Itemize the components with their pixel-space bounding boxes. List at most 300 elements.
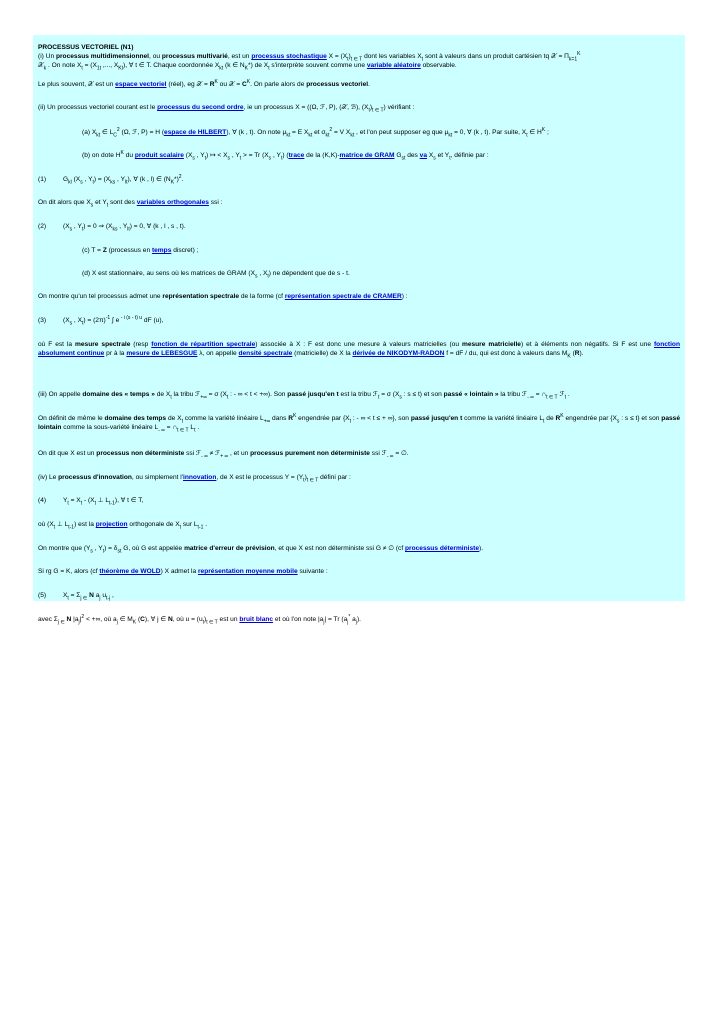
equation-body [63, 175, 183, 184]
glossary-link[interactable]: projection [95, 521, 128, 528]
text-run: s'interprète souvent comme une [269, 62, 367, 69]
text-run: X [63, 592, 68, 599]
paragraph [38, 80, 680, 89]
text-run: ∈ M [117, 616, 133, 623]
subscript: t [421, 56, 424, 63]
text-run: de X [154, 391, 171, 398]
equation-number: (1) [38, 176, 47, 183]
text-run: ) = (2π) [83, 317, 106, 324]
text-run: suivante : [297, 568, 328, 575]
subscript: t [347, 56, 349, 63]
glossary-link[interactable]: variables orthogonales [136, 199, 209, 206]
subscript: kt [308, 132, 313, 139]
text-run: comme la variété linéaire L [182, 415, 264, 422]
subscript: kt [350, 132, 355, 139]
text-run: , où u = (u [172, 616, 203, 623]
bold-term: Z [102, 247, 107, 254]
subscript: t [53, 524, 56, 531]
text-run: et où l'on note |a [273, 616, 324, 623]
text-run: L [188, 424, 195, 431]
bold-term: mesure spectrale [75, 341, 131, 348]
subscript: t ∈ T [306, 477, 319, 484]
bold-term: processus vectoriel [306, 81, 369, 88]
glossary-link[interactable]: produit scalaire [134, 152, 184, 159]
paragraph [38, 198, 680, 207]
text-run: ≠ ℱ [207, 450, 221, 457]
superscript: K [292, 412, 297, 419]
glossary-link[interactable]: bruit blanc [239, 616, 274, 623]
text-run: (ii) Un processus vectoriel courant est le [38, 104, 158, 111]
text-run: ). [356, 616, 361, 623]
text-run: (X [63, 223, 70, 230]
text-run: . On note X [46, 62, 82, 69]
subscript: k [43, 65, 47, 72]
text-run: ), ∀ (k , t). On note μ [226, 129, 287, 136]
subscript: kt [219, 65, 224, 72]
glossary-link[interactable]: représentation moyenne mobile [197, 568, 298, 575]
bold-term: N [66, 616, 72, 623]
text-run: , Y [82, 176, 93, 183]
text-run: . [195, 424, 200, 431]
subscript: t [303, 477, 305, 484]
paragraph [38, 567, 680, 576]
text-run: (a) X [82, 129, 97, 136]
text-run: des [405, 152, 420, 159]
text-run: < +∞, où a [84, 616, 117, 623]
glossary-link[interactable]: processus déterministe [405, 545, 480, 552]
text-run: , Y [72, 223, 82, 230]
subscript: s [616, 418, 620, 425]
subscript: st [401, 155, 406, 162]
glossary-link[interactable]: variable aléatoire [366, 62, 421, 69]
text-run: On montre que (Y [38, 545, 91, 552]
bold-term: passé lointain [38, 415, 680, 431]
document-title: PROCESSUS VECTORIEL (N1) [38, 44, 134, 51]
subscript: t ∈ T [177, 427, 189, 434]
text-run: ∈ L [100, 129, 114, 136]
subscript: t [349, 418, 351, 425]
text-run: = ∩ [533, 391, 547, 398]
subscript: j [99, 595, 101, 602]
text-run: : - ∞ < t < +∞). Son [228, 391, 288, 398]
text-run: où F est la [38, 341, 76, 348]
text-run: (i) Un [38, 53, 56, 60]
subscript: kt [96, 132, 101, 139]
text-run: (b) on dote H [82, 152, 121, 159]
subscript: t [81, 65, 83, 72]
text-run: , Y [271, 152, 281, 159]
subscript: t [267, 273, 269, 280]
equation-row [38, 591, 680, 600]
text-run: G [63, 176, 69, 183]
subscript: j [323, 619, 325, 626]
bold-term: R [555, 415, 561, 422]
glossary-link[interactable]: espace de HILBERT [164, 129, 227, 136]
paragraph [60, 151, 680, 160]
text-run: G [394, 152, 402, 159]
subscript: t [204, 155, 207, 162]
glossary-link[interactable]: trace [288, 152, 305, 159]
subscript: C [113, 132, 117, 139]
text-run: *) de X [248, 62, 269, 69]
bold-term: processus purement non déterministe [250, 450, 370, 457]
text-run: ) [348, 53, 351, 60]
bold-term: passé jusqu'en t [410, 415, 463, 422]
text-run: | = Tr (a [324, 616, 348, 623]
text-run: On montre qu'un tel processus admet une [38, 293, 163, 300]
subscript: t [377, 394, 380, 401]
text-run: Si rg G = K, alors (cf [38, 568, 100, 575]
glossary-link[interactable]: processus stochastique [251, 53, 327, 60]
bold-term: passé jusqu'en t [287, 391, 339, 398]
subscript: ks [110, 179, 116, 186]
text-run: - (X [82, 497, 95, 504]
text-run: où (X [38, 521, 54, 528]
text-run: , Y [230, 152, 240, 159]
bold-term: processus multidimensionnel [55, 53, 150, 60]
subscript: t [181, 418, 183, 425]
bold-term: R [288, 415, 293, 422]
subscript: +∞ [263, 418, 271, 425]
text-run: 𝒳 [38, 62, 44, 69]
subscript: t [67, 500, 69, 507]
paragraph [38, 390, 680, 399]
subscript: t [92, 179, 94, 186]
subscript: t ∈ T [206, 619, 218, 626]
superscript: K [246, 78, 251, 85]
text-run: engendrée par {X [296, 415, 350, 422]
text-run: ) [304, 474, 307, 481]
bold-term: processus non déterministe [96, 450, 185, 457]
subscript: t [268, 65, 270, 72]
superscript: K [214, 78, 218, 85]
text-run: , et un [228, 450, 251, 457]
text-run: comme la variété linéaire L [462, 415, 544, 422]
subscript: t-1 [68, 524, 75, 531]
paragraph [38, 340, 680, 358]
superscript: * [348, 613, 351, 620]
text-run: ) ↦ < X [206, 152, 228, 159]
text-run: (k ∈ N [223, 62, 245, 69]
subscript: - ∞ [158, 427, 165, 434]
text-run: ) est la [74, 521, 96, 528]
text-run: ) [369, 104, 373, 111]
glossary-link[interactable]: mesure de LEBESGUE [126, 350, 198, 357]
text-run: ). [479, 545, 484, 552]
text-run: G, où G est appelée [121, 545, 185, 552]
superscript: 2 [81, 613, 85, 620]
glossary-link[interactable]: théorème de WOLD [99, 568, 161, 575]
text-run: défini par : [318, 474, 351, 481]
equation-row [38, 316, 680, 325]
text-run: sur L [181, 521, 198, 528]
text-run: (c) T = [82, 247, 103, 254]
equation-body [63, 316, 163, 325]
text-run: . [203, 521, 208, 528]
subscript: t-1 [109, 500, 115, 507]
bold-term: processus d'innovation [58, 474, 132, 481]
subscript: t [81, 226, 84, 233]
subscript: s [433, 155, 436, 162]
subscript: k=1 [568, 56, 578, 63]
text-run: , ou [149, 53, 162, 60]
glossary-link[interactable]: fonction absolument continue [38, 341, 680, 357]
subscript: s [69, 226, 73, 233]
text-run: ), ∀ j ∈ [144, 616, 168, 623]
text-run: ), ∀ t ∈ T. Chaque coordonnée X [123, 62, 220, 69]
subscript: +∞ [200, 394, 207, 401]
glossary-link[interactable]: densité spectrale [238, 350, 293, 357]
glossary-link[interactable]: représentation spectrale de CRAMER [284, 293, 402, 300]
text-run: observable. [420, 62, 457, 69]
glossary-link[interactable]: temps [151, 247, 172, 254]
subscript: s [399, 394, 402, 401]
text-run: . [368, 81, 370, 88]
paragraph [38, 473, 680, 482]
subscript: s [90, 548, 93, 555]
glossary-link[interactable]: va [419, 152, 427, 159]
text-run: f = dF / du, qui est donc à valeurs dans M [444, 350, 568, 357]
subscript: kt [325, 132, 330, 139]
text-run: On dit que X est un [38, 450, 97, 457]
subscript: j ∈ [57, 619, 65, 626]
bold-term: R [574, 350, 580, 357]
subscript: lt [124, 179, 128, 186]
subscript: t [194, 427, 196, 434]
subscript: t [94, 500, 96, 507]
text-run: , X [72, 317, 82, 324]
text-run: est la tribu ℱ [338, 391, 378, 398]
text-run: ssi ℱ [369, 450, 387, 457]
superscript: - i (s - t) u [119, 314, 143, 321]
equation-row [38, 222, 680, 231]
bold-term: N [167, 616, 173, 623]
glossary-link[interactable]: fonction de répartition spectrale [151, 341, 256, 348]
superscript: 2 [116, 126, 120, 133]
equation-number: (5) [38, 592, 47, 599]
text-run: (processus en [106, 247, 152, 254]
text-run: ou 𝒳 = [217, 81, 243, 88]
text-run: ) ne dépendent que de s - t. [268, 270, 350, 277]
superscript: K [541, 126, 546, 133]
subscript: t [564, 394, 567, 401]
text-run: λ, on appelle [197, 350, 239, 357]
text-run: ) = 0 ⇒ (X [83, 223, 113, 230]
text-run: ,..., X [101, 62, 119, 69]
bold-term: C [242, 81, 247, 88]
text-run: ) = δ [104, 545, 118, 552]
text-run: = (X [82, 62, 97, 69]
text-run: = σ (X [379, 391, 400, 398]
text-run: (X [63, 317, 70, 324]
text-run: discret) ; [171, 247, 199, 254]
text-run: , est un [227, 53, 252, 60]
subscript: t ∈ T [372, 107, 384, 114]
text-run: = ∅. [393, 450, 409, 457]
equation-number: (4) [38, 497, 47, 504]
text-run: la tribu ℱ [171, 391, 201, 398]
subscript: s [80, 179, 83, 186]
text-run: avec Σ [38, 616, 58, 623]
text-run: X [427, 152, 434, 159]
subscript: t [239, 155, 242, 162]
subscript: t [179, 524, 182, 531]
text-run: ) [204, 616, 207, 623]
text-run: , Y [115, 176, 125, 183]
text-run: : - ∞ < t ≤ + ∞}, son [350, 415, 411, 422]
subscript: s [69, 320, 73, 327]
text-run: et Y [93, 199, 107, 206]
text-run: u [100, 592, 106, 599]
text-run: a [93, 592, 100, 599]
bold-term: R [209, 81, 215, 88]
equation-body [63, 496, 143, 505]
text-run: = 0, ∀ (k , t). Par suite, X [452, 129, 527, 136]
subscript: j [355, 619, 357, 626]
text-run: ⊥ L [95, 497, 110, 504]
glossary-link[interactable]: processus du second ordre [157, 104, 244, 111]
glossary-link[interactable]: innovation [183, 474, 217, 481]
subscript: t [449, 155, 451, 162]
paragraph [38, 292, 680, 301]
paragraph [38, 449, 680, 458]
text-run: de la forme (cf [239, 293, 285, 300]
text-run: (matricielle) de X la [292, 350, 353, 357]
subscript: - ∞ [201, 453, 208, 460]
subscript: K [244, 65, 249, 72]
subscript: + ∞ [220, 453, 229, 460]
glossary-link[interactable]: dérivée de NIKODYM-RADON [352, 350, 445, 357]
text-run: = X [68, 497, 81, 504]
text-run: , et que X est non déterministe ssi G ≠ ∅ (cf [274, 545, 405, 552]
text-run: ), ∀ t ∈ T, [114, 497, 144, 504]
text-run: de [544, 415, 556, 422]
text-run: ) ( [282, 152, 289, 159]
text-run: = Σ [68, 592, 81, 599]
subscript: t [106, 202, 109, 209]
subscript: j [78, 619, 80, 626]
text-run: ) vérifiant : [383, 104, 415, 111]
subscript: K [567, 353, 571, 360]
subscript: t [67, 595, 69, 602]
subscript: s [254, 273, 258, 280]
text-run: ) associée à X : F est donc une mesure à valeurs matricielles (ou [255, 341, 462, 348]
subscript: s [268, 155, 272, 162]
text-run: comme la sous-variété linéaire L [61, 424, 159, 431]
text-run: ), ∀ (k , l) ∈ (N [127, 176, 171, 183]
text-run: ssi : [208, 199, 223, 206]
text-run: ∈ H [527, 129, 542, 136]
text-run: sont des [108, 199, 137, 206]
text-run: ssi ℱ [184, 450, 202, 457]
bold-term: processus multivarié [161, 53, 228, 60]
superscript: 2 [329, 126, 333, 133]
subscript: t [226, 394, 229, 401]
text-run: (resp [130, 341, 152, 348]
text-run: , [110, 592, 114, 599]
subscript: t-j [105, 595, 111, 602]
subscript: kl [68, 179, 72, 186]
superscript: K [560, 412, 564, 419]
superscript: K [120, 149, 124, 156]
text-run: , Y [117, 223, 128, 230]
text-run: , ou simplement l' [131, 474, 184, 481]
text-run: (d) X est stationnaire, au sens où les matrices de GRAM (X [82, 270, 255, 277]
bold-term: représentation spectrale [162, 293, 240, 300]
text-run: est un [217, 616, 240, 623]
paragraph [38, 544, 680, 553]
subscript: t [170, 394, 172, 401]
text-run: | [79, 616, 82, 623]
subscript: j [347, 619, 349, 626]
text-run: = E X [290, 129, 309, 136]
subscript: s [192, 155, 195, 162]
subscript: t ∈ T [546, 394, 558, 401]
text-run: = σ (X [206, 391, 227, 398]
paragraph [60, 269, 680, 278]
subscript: t [280, 155, 283, 162]
subscript: kt [448, 132, 453, 139]
paragraph [60, 246, 680, 255]
text-run: . [181, 176, 184, 183]
text-run: ) = 0, ∀ (k , l , s , t). [129, 223, 186, 230]
subscript: t ∈ T [350, 56, 363, 63]
text-run: la tribu ℱ [498, 391, 528, 398]
glossary-link[interactable]: matrice de GRAM [339, 152, 395, 159]
text-run: ∫ e [110, 317, 120, 324]
subscript: st [117, 548, 122, 555]
subscript: lt [127, 226, 130, 233]
text-run: : s ≤ t) et son [401, 391, 444, 398]
text-run: , de X est le processus Y = (Y [216, 474, 304, 481]
text-run: ) : [401, 293, 408, 300]
paragraph [60, 128, 680, 137]
text-run: ℱ [557, 391, 565, 398]
text-run: Le plus souvent, 𝒳 est un [38, 81, 116, 88]
subscript: t [526, 132, 528, 139]
subscript: kt [286, 132, 291, 139]
text-run: ⊥ L [55, 521, 69, 528]
text-run: = ∩ [164, 424, 178, 431]
paragraph [38, 414, 680, 432]
text-run: , définie par : [450, 152, 489, 159]
subscript: j [116, 619, 118, 626]
paragraph [38, 52, 680, 70]
text-run: sont à valeurs dans un produit cartésien tq 𝒳 = Π [423, 53, 569, 60]
text-run: de X [166, 415, 182, 422]
text-run: > = Tr (X [241, 152, 269, 159]
text-run: ( [136, 616, 141, 623]
text-run: (X [183, 152, 193, 159]
subscript: - ∞ [386, 453, 394, 460]
text-run: Y [63, 497, 68, 504]
subscript: t [202, 619, 205, 626]
equation-row [38, 175, 680, 184]
text-run: a [350, 616, 356, 623]
subscript: K [132, 619, 137, 626]
text-run: . On parle alors de [250, 81, 307, 88]
text-run: (iii) On appelle [38, 391, 83, 398]
text-run: pr à la [104, 350, 127, 357]
subscript: 1t [96, 65, 102, 72]
bold-term: matrice d'erreur de prévision [184, 545, 275, 552]
equation-row [38, 496, 680, 505]
subscript: s [227, 155, 231, 162]
text-run: ) et à éléments non négatifs. Si F est une [520, 341, 654, 348]
text-run: , et l'on peut supposer eg que μ [354, 129, 449, 136]
glossary-link[interactable]: espace vectoriel [115, 81, 167, 88]
text-run: orthogonale de X [127, 521, 180, 528]
